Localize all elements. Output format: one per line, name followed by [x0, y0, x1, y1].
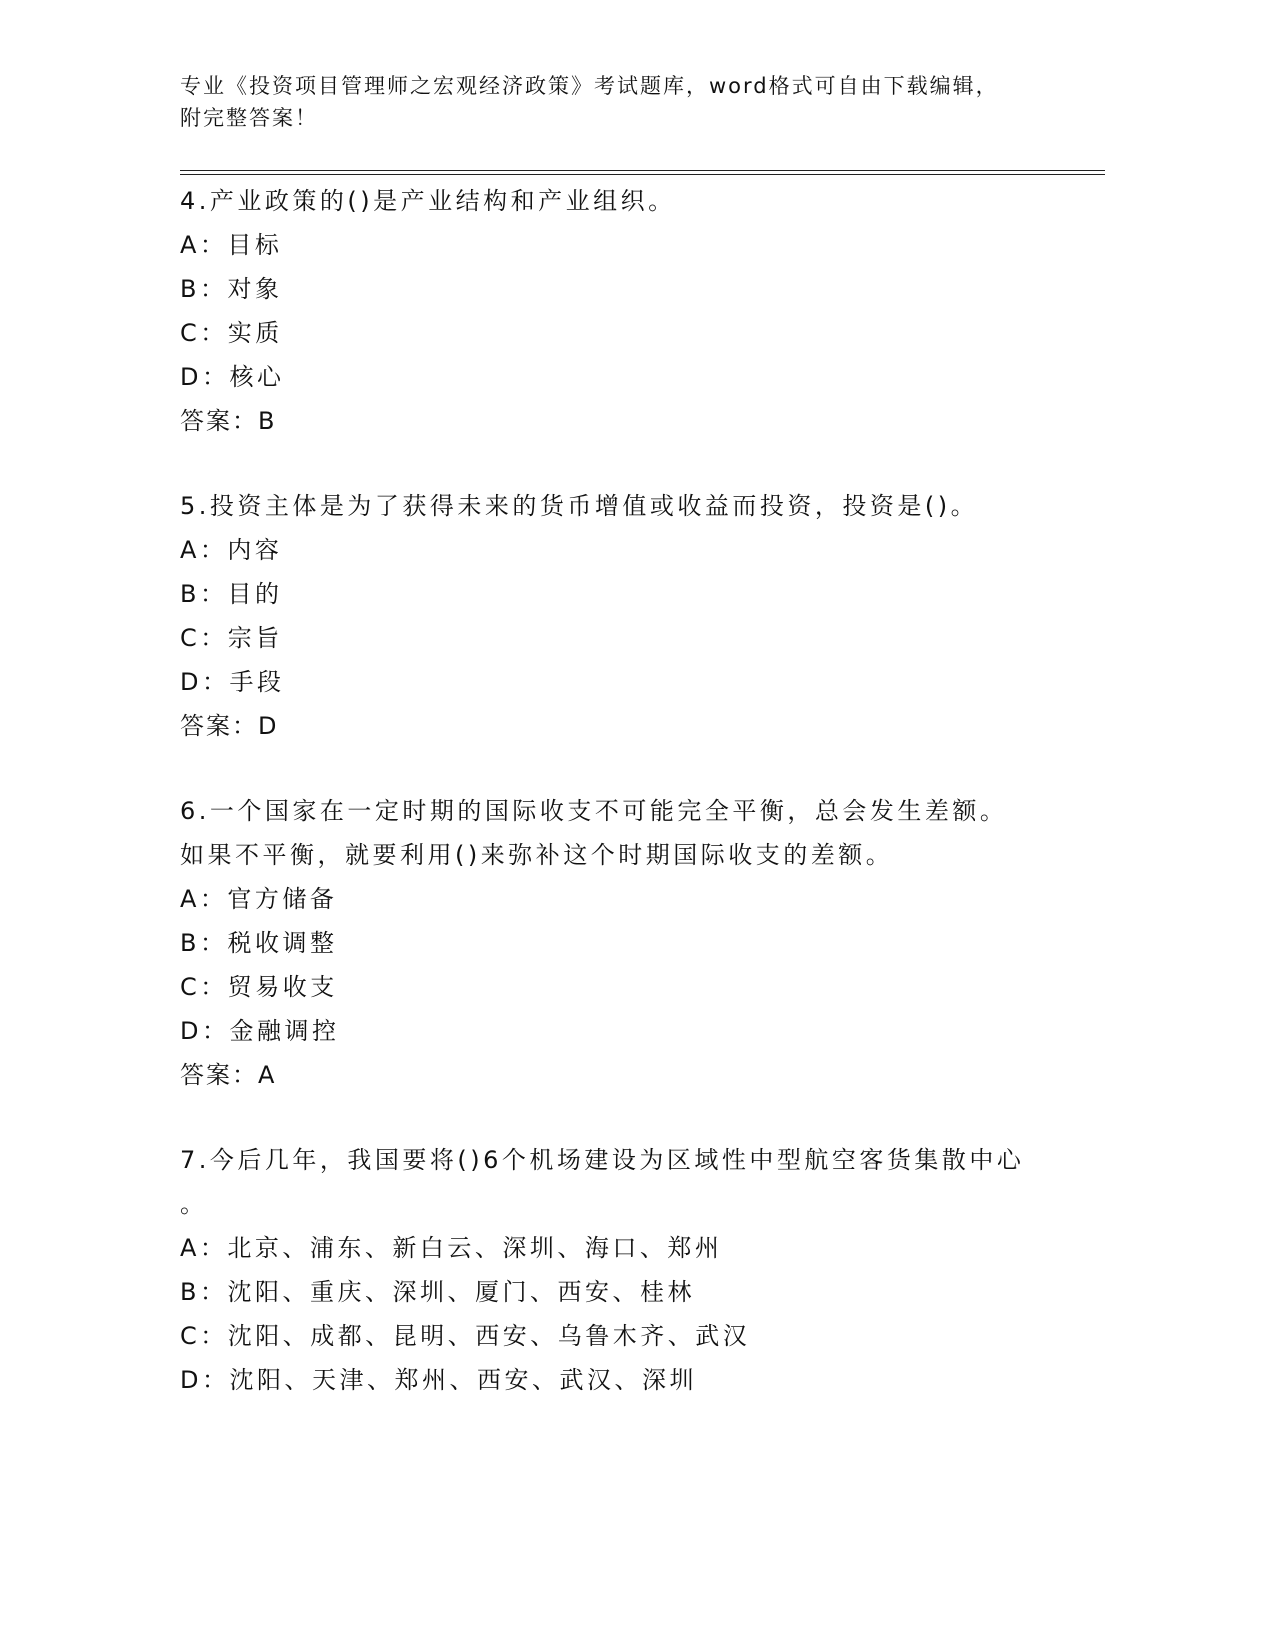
- option-c: C：沈阳、成都、昆明、西安、乌鲁木齐、武汉: [180, 1322, 751, 1350]
- question-text-line-2: 如果不平衡，就要利用()来弥补这个时期国际收支的差额。: [180, 841, 894, 869]
- document-header: [180, 70, 1105, 134]
- option-c: C：实质: [180, 319, 283, 347]
- option-d: D：核心: [180, 363, 285, 391]
- header-divider: [180, 170, 1105, 175]
- option-a: A：目标: [180, 231, 283, 259]
- question-block-6: [180, 789, 1105, 1097]
- header-line-1: 专业《投资项目管理师之宏观经济政策》考试题库，word格式可自由下载编辑，: [180, 74, 999, 98]
- question-block-7: [180, 1138, 1105, 1402]
- option-b: B：税收调整: [180, 929, 338, 957]
- option-d: D：金融调控: [180, 1017, 340, 1045]
- question-text-line-2: 。: [180, 1190, 208, 1218]
- option-c: C：宗旨: [180, 624, 283, 652]
- option-b: B：对象: [180, 275, 283, 303]
- option-a: A：官方储备: [180, 885, 338, 913]
- answer-line: 答案：B: [180, 407, 277, 435]
- question-text: 4.产业政策的()是产业结构和产业组织。: [180, 187, 676, 215]
- question-text: 5.投资主体是为了获得未来的货币增值或收益而投资，投资是()。: [180, 492, 979, 520]
- option-a: A：内容: [180, 536, 283, 564]
- answer-line: 答案：D: [180, 712, 279, 740]
- option-a: A：北京、浦东、新白云、深圳、海口、郑州: [180, 1234, 723, 1262]
- option-d: D：手段: [180, 668, 285, 696]
- answer-line: 答案：A: [180, 1061, 277, 1089]
- question-block-5: [180, 484, 1105, 748]
- question-text-line-1: 6.一个国家在一定时期的国际收支不可能完全平衡，总会发生差额。: [180, 797, 1008, 825]
- option-c: C：贸易收支: [180, 973, 338, 1001]
- question-block-4: [180, 179, 1105, 443]
- option-b: B：沈阳、重庆、深圳、厦门、西安、桂林: [180, 1278, 695, 1306]
- option-d: D：沈阳、天津、郑州、西安、武汉、深圳: [180, 1366, 697, 1394]
- question-text-line-1: 7.今后几年，我国要将()6个机场建设为区域性中型航空客货集散中心: [180, 1146, 1025, 1174]
- option-b: B：目的: [180, 580, 283, 608]
- header-line-2: 附完整答案！: [180, 106, 318, 130]
